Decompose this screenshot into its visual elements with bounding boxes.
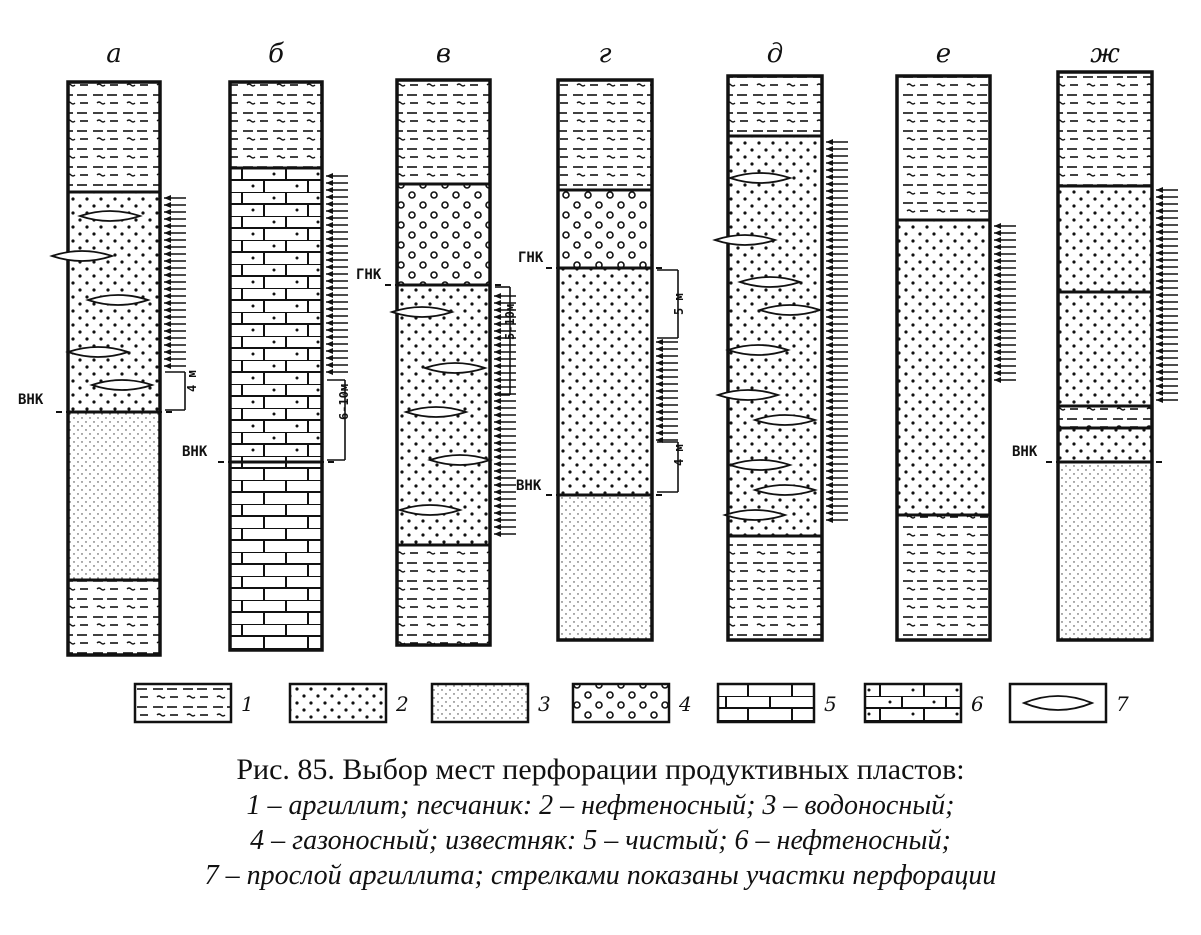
perforation-arrowhead <box>826 426 833 432</box>
perforation-arrowhead <box>994 328 1001 334</box>
perforation-arrowhead <box>164 209 171 215</box>
perforation-arrowhead <box>826 160 833 166</box>
perforation-arrowhead <box>1156 397 1163 403</box>
perforation-arrowhead <box>826 475 833 481</box>
perforation-arrowhead <box>1156 376 1163 382</box>
perforation-arrowhead <box>494 475 501 481</box>
layer <box>728 136 822 536</box>
perforation-arrowhead <box>826 237 833 243</box>
perforation-arrowhead <box>1156 285 1163 291</box>
column-7 <box>1012 39 1178 640</box>
perforation-arrowhead <box>494 447 501 453</box>
perforation-arrowhead <box>826 181 833 187</box>
layer <box>897 76 990 220</box>
layer <box>397 545 490 645</box>
column-4 <box>516 39 686 640</box>
perforation-arrowhead <box>164 216 171 222</box>
perforation-arrowhead <box>826 510 833 516</box>
perforation-arrowhead <box>494 398 501 404</box>
perforation-arrowhead <box>494 391 501 397</box>
perforation-arrowhead <box>656 367 663 373</box>
perforation-arrowhead <box>1156 348 1163 354</box>
legend-swatch <box>865 684 961 722</box>
perforation-arrowhead <box>326 236 333 242</box>
perforation-arrowhead <box>1156 313 1163 319</box>
perforation-arrowhead <box>826 398 833 404</box>
perforation-arrowhead <box>326 229 333 235</box>
perforation-arrowhead <box>494 489 501 495</box>
perforation-arrowhead <box>656 381 663 387</box>
perforation-arrowhead <box>826 384 833 390</box>
perforation-arrowhead <box>826 293 833 299</box>
perforation-arrowhead <box>164 230 171 236</box>
perforation-arrowhead <box>826 139 833 145</box>
column-3 <box>356 39 517 645</box>
perforation-arrowhead <box>994 342 1001 348</box>
perforation-arrowhead <box>994 272 1001 278</box>
layer <box>68 82 160 192</box>
legend-number: 5 <box>824 692 837 716</box>
perforation-arrowhead <box>326 264 333 270</box>
layer <box>230 462 322 650</box>
perforation-arrowhead <box>1156 243 1163 249</box>
perforation-arrowhead <box>326 292 333 298</box>
perforation-arrowhead <box>826 440 833 446</box>
legend-number: 2 <box>396 692 409 716</box>
legend-item-5 <box>718 684 837 722</box>
caption-line-1: 1 – аргиллит; песчаник: 2 – нефтеносный; 3 – водоносный; <box>246 790 955 821</box>
perforation-arrowhead <box>826 202 833 208</box>
legend-swatch <box>573 684 669 722</box>
perforation-arrowhead <box>494 300 501 306</box>
perforation-arrowhead <box>326 222 333 228</box>
perforation-arrowhead <box>326 215 333 221</box>
column-5 <box>715 39 848 640</box>
perforation-arrowhead <box>994 230 1001 236</box>
layer <box>68 580 160 655</box>
column-letter: в <box>435 39 452 69</box>
perforation-arrowhead <box>326 285 333 291</box>
perforation-arrowhead <box>494 524 501 530</box>
legend-swatch <box>432 684 528 722</box>
legend-swatch <box>290 684 386 722</box>
perforation-arrowhead <box>1156 362 1163 368</box>
perforation-arrowhead <box>994 251 1001 257</box>
perforation-arrowhead <box>164 195 171 201</box>
perforation-arrowhead <box>494 405 501 411</box>
perforation-arrowhead <box>1156 369 1163 375</box>
perforation-arrowhead <box>494 356 501 362</box>
perforation-arrowhead <box>164 202 171 208</box>
perforation-arrowhead <box>494 293 501 299</box>
perforation-arrowhead <box>826 328 833 334</box>
perforation-arrowhead <box>656 402 663 408</box>
perforation-arrowhead <box>1156 229 1163 235</box>
perforation-arrowhead <box>826 146 833 152</box>
layer <box>1058 406 1152 428</box>
perforation-arrowhead <box>826 244 833 250</box>
perforation-arrowhead <box>826 356 833 362</box>
perforation-arrowhead <box>494 412 501 418</box>
perforation-arrowhead <box>494 517 501 523</box>
perforation-arrowhead <box>1156 355 1163 361</box>
perforation-arrowhead <box>326 313 333 319</box>
perforation-arrowhead <box>994 335 1001 341</box>
perforation-arrowhead <box>164 328 171 334</box>
perforation-arrowhead <box>164 272 171 278</box>
perforation-arrowhead <box>826 335 833 341</box>
perforation-arrowhead <box>1156 383 1163 389</box>
perforation-arrowhead <box>1156 271 1163 277</box>
perforation-arrowhead <box>164 307 171 313</box>
perforation-arrowhead <box>826 314 833 320</box>
column-2 <box>182 39 351 650</box>
perforation-arrowhead <box>326 194 333 200</box>
perforation-arrowhead <box>826 454 833 460</box>
perforation-arrowhead <box>994 223 1001 229</box>
caption-title: Рис. 85. Выбор мест перфорации продуктивных пластов: <box>236 753 965 786</box>
perforation-arrowhead <box>326 355 333 361</box>
layer <box>230 168 322 462</box>
perforation-arrowhead <box>494 370 501 376</box>
perforation-arrowhead <box>1156 390 1163 396</box>
perforation-arrowhead <box>494 531 501 537</box>
perforation-arrowhead <box>826 153 833 159</box>
layer <box>397 184 490 285</box>
perforation-arrowhead <box>994 258 1001 264</box>
perforation-arrowhead <box>1156 215 1163 221</box>
perforation-arrowhead <box>994 356 1001 362</box>
legend-item-7 <box>1010 684 1129 722</box>
perforation-arrowhead <box>656 353 663 359</box>
perforation-arrowhead <box>826 321 833 327</box>
layer <box>558 80 652 190</box>
perforation-arrowhead <box>326 341 333 347</box>
perforation-arrowhead <box>1156 222 1163 228</box>
perforation-arrowhead <box>494 314 501 320</box>
column-annotation: ВНК <box>1012 444 1038 460</box>
caption-line-2: 4 – газоносный; известняк: 5 – чистый; 6 – нефтеносный; <box>250 825 951 856</box>
perforation-arrowhead <box>1156 250 1163 256</box>
perforation-arrowhead <box>1156 201 1163 207</box>
column-letter: г <box>598 39 612 69</box>
perforation-arrowhead <box>164 300 171 306</box>
perforation-arrowhead <box>326 257 333 263</box>
perforation-arrowhead <box>826 216 833 222</box>
perforation-arrowhead <box>994 370 1001 376</box>
perforation-arrowhead <box>494 440 501 446</box>
layer <box>230 82 322 168</box>
perforation-arrowhead <box>994 300 1001 306</box>
column-annotation: 5-10м <box>503 303 517 340</box>
layer <box>558 268 652 495</box>
layer <box>558 495 652 640</box>
perforation-arrowhead <box>826 461 833 467</box>
perforation-arrowhead <box>826 412 833 418</box>
perforation-arrowhead <box>994 363 1001 369</box>
perforation-arrowhead <box>494 321 501 327</box>
layer <box>728 76 822 136</box>
perforation-arrowhead <box>164 237 171 243</box>
perforation-arrowhead <box>826 223 833 229</box>
figure-caption <box>0 752 1201 893</box>
perforation-arrowhead <box>656 346 663 352</box>
layer <box>1058 462 1152 640</box>
legend-number: 6 <box>971 692 984 716</box>
column-6 <box>897 39 1016 640</box>
perforation-arrowhead <box>164 265 171 271</box>
perforation-arrowhead <box>826 405 833 411</box>
column-annotation: ВНК <box>18 392 44 408</box>
perforation-arrowhead <box>164 321 171 327</box>
perforation-arrowhead <box>164 342 171 348</box>
perforation-arrowhead <box>494 384 501 390</box>
layer <box>1058 428 1152 462</box>
perforation-arrowhead <box>994 307 1001 313</box>
perforation-arrowhead <box>494 454 501 460</box>
perforation-arrowhead <box>494 468 501 474</box>
perforation-arrowhead <box>326 327 333 333</box>
perforation-arrowhead <box>326 320 333 326</box>
column-letter: е <box>935 39 952 69</box>
perforation-arrowhead <box>826 433 833 439</box>
column-annotation: ВНК <box>516 478 542 494</box>
perforation-arrowhead <box>826 167 833 173</box>
legend-number: 7 <box>1116 692 1129 716</box>
perforation-arrowhead <box>164 223 171 229</box>
perforation-arrowhead <box>1156 257 1163 263</box>
layer <box>1058 186 1152 292</box>
column-annotation: ГНК <box>356 267 382 283</box>
perforation-arrowhead <box>326 334 333 340</box>
perforation-arrowhead <box>494 426 501 432</box>
perforation-arrowhead <box>326 271 333 277</box>
perforation-arrowhead <box>826 272 833 278</box>
legend-item-2 <box>290 684 409 722</box>
perforation-arrowhead <box>826 391 833 397</box>
perforation-arrowhead <box>656 395 663 401</box>
legend-swatch <box>135 684 231 722</box>
perforation-arrowhead <box>1156 194 1163 200</box>
perforation-arrowhead <box>656 416 663 422</box>
perforation-arrowhead <box>826 489 833 495</box>
perforation-arrowhead <box>994 349 1001 355</box>
perforation-arrowhead <box>1156 236 1163 242</box>
perforation-arrowhead <box>326 201 333 207</box>
layer <box>897 220 990 515</box>
layer <box>897 515 990 640</box>
perforation-arrowhead <box>994 237 1001 243</box>
perforation-arrowhead <box>994 377 1001 383</box>
layer <box>1058 292 1152 406</box>
column-letter: б <box>268 39 284 69</box>
perforation-arrowhead <box>326 362 333 368</box>
perforation-arrowhead <box>826 174 833 180</box>
layer <box>728 536 822 640</box>
perforation-arrowhead <box>994 244 1001 250</box>
perforation-arrowhead <box>656 409 663 415</box>
perforation-arrowhead <box>494 503 501 509</box>
perforation-arrowhead <box>326 187 333 193</box>
perforation-arrowhead <box>1156 306 1163 312</box>
perforation-arrowhead <box>826 195 833 201</box>
perforation-arrowhead <box>1156 320 1163 326</box>
perforation-arrowhead <box>1156 208 1163 214</box>
perforation-arrowhead <box>164 363 171 369</box>
perforation-arrowhead <box>326 306 333 312</box>
perforation-arrowhead <box>494 342 501 348</box>
perforation-arrowhead <box>494 307 501 313</box>
perforation-arrowhead <box>326 208 333 214</box>
perforation-arrowhead <box>826 468 833 474</box>
perforation-arrowhead <box>494 496 501 502</box>
legend-swatch <box>718 684 814 722</box>
column-annotation: ВНК <box>182 444 208 460</box>
perforation-arrowhead <box>1156 187 1163 193</box>
legend-number: 4 <box>679 692 692 716</box>
column-letter: а <box>106 39 122 69</box>
perforation-arrowhead <box>826 517 833 523</box>
perforation-arrowhead <box>164 286 171 292</box>
perforation-arrowhead <box>656 360 663 366</box>
perforation-arrowhead <box>826 419 833 425</box>
perforation-arrowhead <box>826 279 833 285</box>
perforation-arrowhead <box>994 321 1001 327</box>
column-letter: д <box>766 39 784 69</box>
perforation-arrowhead <box>326 299 333 305</box>
perforation-arrowhead <box>994 293 1001 299</box>
perforation-arrowhead <box>1156 292 1163 298</box>
perforation-arrowhead <box>494 419 501 425</box>
perforation-arrowhead <box>164 258 171 264</box>
perforation-arrowhead <box>164 279 171 285</box>
perforation-arrowhead <box>826 482 833 488</box>
column-annotation: ГНК <box>518 250 544 266</box>
perforation-arrowhead <box>164 349 171 355</box>
perforation-arrowhead <box>1156 264 1163 270</box>
perforation-arrowhead <box>656 388 663 394</box>
perforation-arrowhead <box>1156 278 1163 284</box>
perforation-arrowhead <box>994 286 1001 292</box>
perforation-arrowhead <box>1156 299 1163 305</box>
columns-group <box>18 39 1178 655</box>
perforation-arrowhead <box>826 209 833 215</box>
perforation-arrowhead <box>826 377 833 383</box>
perforation-arrowhead <box>164 335 171 341</box>
perforation-arrowhead <box>826 258 833 264</box>
legend-number: 3 <box>538 692 551 716</box>
perforation-arrowhead <box>656 430 663 436</box>
legend-item-4 <box>573 684 692 722</box>
layer <box>397 80 490 184</box>
perforation-arrowhead <box>994 265 1001 271</box>
perforation-arrowhead <box>494 510 501 516</box>
perforation-arrowhead <box>826 363 833 369</box>
legend <box>135 684 1129 722</box>
legend-item-3 <box>432 684 551 722</box>
perforation-arrowhead <box>826 496 833 502</box>
perforation-arrowhead <box>494 461 501 467</box>
perforation-arrowhead <box>494 482 501 488</box>
column-annotation: 4 м <box>185 370 199 392</box>
perforation-arrowhead <box>494 377 501 383</box>
perforation-arrowhead <box>826 188 833 194</box>
legend-item-6 <box>865 684 984 722</box>
perforation-arrowhead <box>164 244 171 250</box>
layer <box>68 412 160 580</box>
layer <box>558 190 652 268</box>
perforation-arrowhead <box>494 363 501 369</box>
perforation-arrowhead <box>326 278 333 284</box>
perforation-arrowhead <box>164 356 171 362</box>
perforation-arrowhead <box>826 342 833 348</box>
column-annotation: 4 м <box>672 444 686 466</box>
perforation-arrowhead <box>326 250 333 256</box>
perforation-arrowhead <box>826 230 833 236</box>
perforation-arrowhead <box>164 293 171 299</box>
perforation-arrowhead <box>326 180 333 186</box>
column-1 <box>18 39 199 655</box>
perforation-arrowhead <box>826 300 833 306</box>
column-annotation: 6-10м <box>337 383 351 420</box>
perforation-arrowhead <box>494 433 501 439</box>
perforation-arrowhead <box>826 307 833 313</box>
legend-item-1 <box>135 684 254 722</box>
perforation-arrowhead <box>326 369 333 375</box>
perforation-arrowhead <box>826 251 833 257</box>
perforation-arrowhead <box>994 314 1001 320</box>
layer <box>1058 72 1152 186</box>
perforation-arrowhead <box>164 314 171 320</box>
perforation-arrowhead <box>994 279 1001 285</box>
perforation-arrowhead <box>826 349 833 355</box>
perforation-arrowhead <box>494 335 501 341</box>
perforation-arrowhead <box>656 374 663 380</box>
perforation-arrowhead <box>656 423 663 429</box>
perforation-arrowhead <box>494 328 501 334</box>
perforation-arrowhead <box>826 370 833 376</box>
perforation-arrowhead <box>326 243 333 249</box>
perforation-arrowhead <box>1156 334 1163 340</box>
perforation-arrowhead <box>826 447 833 453</box>
perforation-arrowhead <box>826 286 833 292</box>
perforation-arrowhead <box>326 348 333 354</box>
perforation-arrowhead <box>826 265 833 271</box>
caption-line-3: 7 – прослой аргиллита; стрелками показаны участки перфорации <box>204 860 997 891</box>
perforation-arrowhead <box>826 503 833 509</box>
perforation-arrowhead <box>656 339 663 345</box>
column-letter: ж <box>1090 39 1120 69</box>
perforation-arrowhead <box>164 251 171 257</box>
perforation-arrowhead <box>1156 341 1163 347</box>
legend-number: 1 <box>241 692 254 716</box>
column-annotation: 5 м <box>672 293 686 315</box>
perforation-arrowhead <box>326 173 333 179</box>
perforation-arrowhead <box>494 349 501 355</box>
perforation-arrowhead <box>1156 327 1163 333</box>
